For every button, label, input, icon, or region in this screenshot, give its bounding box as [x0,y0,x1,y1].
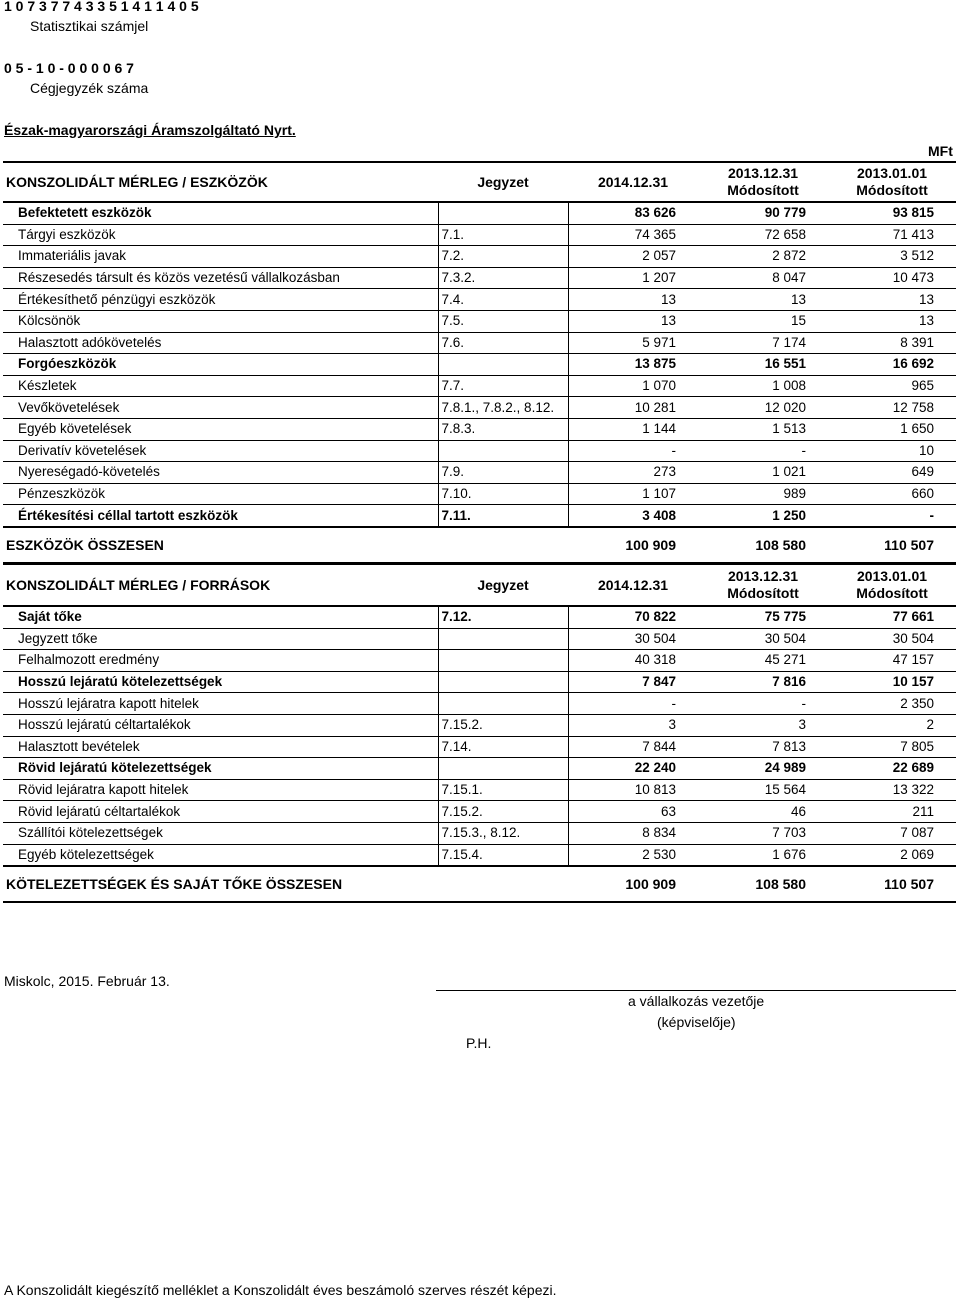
asset-total-2013-01: 110 507 [828,527,956,563]
tax-id: 1 0 7 3 7 7 4 3 3 5 1 4 1 1 4 0 5 [4,0,199,14]
liabilities-col-2013-01 [828,564,956,606]
asset-row-value-2014: 1 107 [568,483,698,505]
liability-row-label: Saját tőke [3,606,438,628]
asset-row-value-2013-12: 72 658 [698,224,828,246]
asset-row [3,289,956,311]
stamp-placeholder: P.H. [466,1035,492,1051]
liability-row-note [438,758,568,780]
asset-row-note: 7.11. [438,505,568,527]
asset-row-note: 7.7. [438,375,568,397]
liability-row-label: Hosszú lejáratú kötelezettségek [3,671,438,693]
assets-note-header: Jegyzet [438,162,568,202]
liability-row [3,671,956,693]
asset-row-value-2013-12: 12 020 [698,397,828,419]
liability-total-label: KÖTELEZETTSÉGEK ÉS SAJÁT TŐKE ÖSSZESEN [3,866,438,902]
liability-row-value-2013-12: 75 775 [698,606,828,628]
asset-row-label: Derivatív követelések [3,440,438,462]
liability-row-value-2014: - [568,693,698,715]
asset-row-value-2013-01: 93 815 [828,202,956,224]
liability-row-label: Halasztott bevételek [3,736,438,758]
asset-row-note: 7.9. [438,462,568,484]
asset-row-note: 7.5. [438,310,568,332]
asset-row-label: Értékesíthető pénzügyi eszközök [3,289,438,311]
asset-row-note: 7.1. [438,224,568,246]
liability-row-value-2013-01: 47 157 [828,650,956,672]
liability-row-value-2013-12: - [698,693,828,715]
asset-row-value-2014: 13 [568,310,698,332]
liability-row-value-2013-01: 2 069 [828,844,956,866]
unit-label: MFt [928,143,953,159]
asset-row-note: 7.8.3. [438,418,568,440]
liability-row-label: Rövid lejáratra kapott hitelek [3,779,438,801]
liability-total-2013-12: 108 580 [698,866,828,902]
asset-row-value-2013-01: 13 [828,289,956,311]
liability-row-value-2013-12: 46 [698,801,828,823]
asset-row-label: Kölcsönök [3,310,438,332]
assets-table [3,161,956,564]
asset-row-value-2013-01: - [828,505,956,527]
liabilities-table [3,563,956,903]
liability-row [3,801,956,823]
asset-row-label: Halasztott adókövetelés [3,332,438,354]
liability-row-value-2013-01: 22 689 [828,758,956,780]
asset-row-value-2014: 5 971 [568,332,698,354]
assets-col-2014: 2014.12.31 [568,162,698,202]
liability-row-label: Hosszú lejáratra kapott hitelek [3,693,438,715]
asset-row [3,354,956,376]
asset-row [3,418,956,440]
liabilities-col-2013-12-modified: Módosított [727,585,799,601]
signer-subtitle: (képviselője) [657,1014,736,1030]
asset-row-value-2013-01: 16 692 [828,354,956,376]
liability-row [3,606,956,628]
liabilities-col-2013-12-date: 2013.12.31 [727,568,799,584]
asset-row-value-2013-12: 90 779 [698,202,828,224]
liability-row-value-2014: 2 530 [568,844,698,866]
liability-row [3,693,956,715]
asset-row-label: Tárgyi eszközök [3,224,438,246]
liability-row-note: 7.15.1. [438,779,568,801]
liability-row-note: 7.14. [438,736,568,758]
liability-row-value-2014: 63 [568,801,698,823]
liability-row-value-2013-01: 7 087 [828,822,956,844]
asset-row-label: Vevőkövetelések [3,397,438,419]
liability-row-value-2013-01: 2 [828,714,956,736]
asset-row-value-2013-12: 989 [698,483,828,505]
asset-row-value-2014: 1 070 [568,375,698,397]
liability-total-2014: 100 909 [568,866,698,902]
liabilities-col-2013-12 [698,564,828,606]
liability-row-note [438,671,568,693]
liability-row-note: 7.15.4. [438,844,568,866]
asset-row-label: Készletek [3,375,438,397]
assets-col-2013-01-modified: Módosított [856,182,928,198]
assets-title: KONSZOLIDÁLT MÉRLEG / ESZKÖZÖK [3,162,438,202]
asset-row-label: Értékesítési céllal tartott eszközök [3,505,438,527]
liability-row-value-2014: 3 [568,714,698,736]
liability-row-value-2013-12: 7 813 [698,736,828,758]
asset-row-value-2014: 2 057 [568,246,698,268]
tax-id-label: Statisztikai számjel [30,18,149,34]
asset-total-2014: 100 909 [568,527,698,563]
liabilities-title: KONSZOLIDÁLT MÉRLEG / FORRÁSOK [3,564,438,606]
asset-row-label: Befektetett eszközök [3,202,438,224]
asset-row [3,332,956,354]
liability-row-note [438,628,568,650]
asset-row-value-2013-01: 71 413 [828,224,956,246]
asset-row [3,462,956,484]
liability-row-value-2014: 7 847 [568,671,698,693]
asset-row [3,440,956,462]
asset-row-value-2013-12: 1 250 [698,505,828,527]
asset-row-note [438,440,568,462]
liability-row [3,844,956,866]
liability-row [3,822,956,844]
liability-row-value-2013-01: 13 322 [828,779,956,801]
asset-row [3,375,956,397]
liabilities-note-header: Jegyzet [438,564,568,606]
asset-row-note: 7.2. [438,246,568,268]
liability-row-note [438,650,568,672]
asset-row-value-2013-12: 1 021 [698,462,828,484]
liability-row-value-2013-12: 24 989 [698,758,828,780]
liability-row-value-2013-12: 45 271 [698,650,828,672]
liability-row-note: 7.15.3., 8.12. [438,822,568,844]
liability-row-value-2013-12: 7 816 [698,671,828,693]
liability-row-value-2013-12: 30 504 [698,628,828,650]
liability-row-value-2013-01: 211 [828,801,956,823]
liability-row-value-2014: 10 813 [568,779,698,801]
liability-row-label: Rövid lejáratú céltartalékok [3,801,438,823]
asset-row-label: Részesedés társult és közös vezetésű vállalkozásban [3,267,438,289]
asset-row-value-2013-12: 13 [698,289,828,311]
asset-row-value-2013-12: 2 872 [698,246,828,268]
liability-row-value-2013-12: 3 [698,714,828,736]
assets-col-2013-01-date: 2013.01.01 [856,165,928,181]
asset-row-note [438,354,568,376]
asset-row-value-2014: 3 408 [568,505,698,527]
asset-row-value-2013-01: 965 [828,375,956,397]
asset-row-note [438,202,568,224]
assets-col-2013-12-modified: Módosított [727,182,799,198]
liability-row [3,628,956,650]
liability-row-value-2014: 8 834 [568,822,698,844]
liability-row-note: 7.12. [438,606,568,628]
liability-row-label: Jegyzett tőke [3,628,438,650]
asset-row [3,202,956,224]
asset-row-value-2014: 13 [568,289,698,311]
liability-row-note: 7.15.2. [438,714,568,736]
liability-row-value-2014: 70 822 [568,606,698,628]
liability-row [3,650,956,672]
asset-row-label: Nyereségadó-követelés [3,462,438,484]
registration-number: 0 5 - 1 0 - 0 0 0 0 6 7 [4,60,134,76]
asset-row-value-2013-12: 15 [698,310,828,332]
asset-row-value-2013-12: 8 047 [698,267,828,289]
liabilities-col-2014: 2014.12.31 [568,564,698,606]
liability-row [3,779,956,801]
liability-row-label: Rövid lejáratú kötelezettségek [3,758,438,780]
signer-title: a vállalkozás vezetője [628,993,765,1009]
asset-total-label: ESZKÖZÖK ÖSSZESEN [3,527,438,563]
liability-row-label: Felhalmozott eredmény [3,650,438,672]
liability-row-value-2013-01: 10 157 [828,671,956,693]
liability-row-value-2013-12: 15 564 [698,779,828,801]
liability-row-label: Egyéb kötelezettségek [3,844,438,866]
liability-row-value-2013-01: 2 350 [828,693,956,715]
asset-row-value-2013-01: 12 758 [828,397,956,419]
asset-row-value-2013-01: 649 [828,462,956,484]
liability-total-row [3,866,956,902]
asset-row-value-2013-01: 660 [828,483,956,505]
liability-row-value-2013-01: 30 504 [828,628,956,650]
liability-row-label: Hosszú lejáratú céltartalékok [3,714,438,736]
liability-row [3,714,956,736]
asset-row-value-2014: 83 626 [568,202,698,224]
company-name: Észak-magyarországi Áramszolgáltató Nyrt. [4,122,296,138]
asset-total-note [438,527,568,563]
asset-row-value-2014: 10 281 [568,397,698,419]
asset-row-value-2013-01: 3 512 [828,246,956,268]
asset-row-value-2014: 74 365 [568,224,698,246]
asset-row-value-2014: 1 207 [568,267,698,289]
asset-row-label: Forgóeszközök [3,354,438,376]
asset-row-note: 7.4. [438,289,568,311]
asset-row-value-2014: 273 [568,462,698,484]
liability-row-value-2013-12: 1 676 [698,844,828,866]
asset-row-note: 7.3.2. [438,267,568,289]
asset-row-note: 7.6. [438,332,568,354]
liabilities-col-2013-01-modified: Módosított [856,585,928,601]
assets-col-2013-01 [828,162,956,202]
place-date: Miskolc, 2015. Február 13. [4,973,170,989]
asset-row-value-2013-12: - [698,440,828,462]
liability-row-value-2014: 40 318 [568,650,698,672]
asset-row-note: 7.8.1., 7.8.2., 8.12. [438,397,568,419]
liability-total-note [438,866,568,902]
asset-row [3,246,956,268]
liability-row [3,758,956,780]
asset-row [3,310,956,332]
liability-row-value-2014: 7 844 [568,736,698,758]
asset-row [3,505,956,527]
asset-row-value-2013-01: 8 391 [828,332,956,354]
liability-row-note: 7.15.2. [438,801,568,823]
asset-row-value-2014: 1 144 [568,418,698,440]
asset-row [3,224,956,246]
liabilities-col-2013-01-date: 2013.01.01 [856,568,928,584]
asset-row [3,483,956,505]
asset-row-value-2014: 13 875 [568,354,698,376]
liability-total-2013-01: 110 507 [828,866,956,902]
footnote: A Konszolidált kiegészítő melléklet a Konszolidált éves beszámoló szerves részét képezi. [4,1282,557,1298]
liability-row-note [438,693,568,715]
asset-row-value-2013-01: 10 473 [828,267,956,289]
liability-row-value-2013-01: 7 805 [828,736,956,758]
asset-row-label: Immateriális javak [3,246,438,268]
liability-row-value-2014: 30 504 [568,628,698,650]
asset-row [3,267,956,289]
registration-number-label: Cégjegyzék száma [30,80,149,96]
liability-row [3,736,956,758]
liability-row-value-2014: 22 240 [568,758,698,780]
asset-row-value-2013-12: 1 008 [698,375,828,397]
asset-total-2013-12: 108 580 [698,527,828,563]
asset-row-value-2013-12: 7 174 [698,332,828,354]
asset-row-value-2013-12: 1 513 [698,418,828,440]
asset-row-label: Egyéb követelések [3,418,438,440]
asset-row-value-2013-01: 13 [828,310,956,332]
asset-row-value-2013-01: 10 [828,440,956,462]
liability-row-value-2013-12: 7 703 [698,822,828,844]
asset-row-value-2014: - [568,440,698,462]
asset-row-value-2013-12: 16 551 [698,354,828,376]
liability-row-value-2013-01: 77 661 [828,606,956,628]
asset-row-note: 7.10. [438,483,568,505]
asset-row-value-2013-01: 1 650 [828,418,956,440]
assets-col-2013-12 [698,162,828,202]
assets-col-2013-12-date: 2013.12.31 [727,165,799,181]
asset-total-row [3,527,956,563]
liability-row-label: Szállítói kötelezettségek [3,822,438,844]
asset-row-label: Pénzeszközök [3,483,438,505]
signature-line [436,990,956,991]
asset-row [3,397,956,419]
